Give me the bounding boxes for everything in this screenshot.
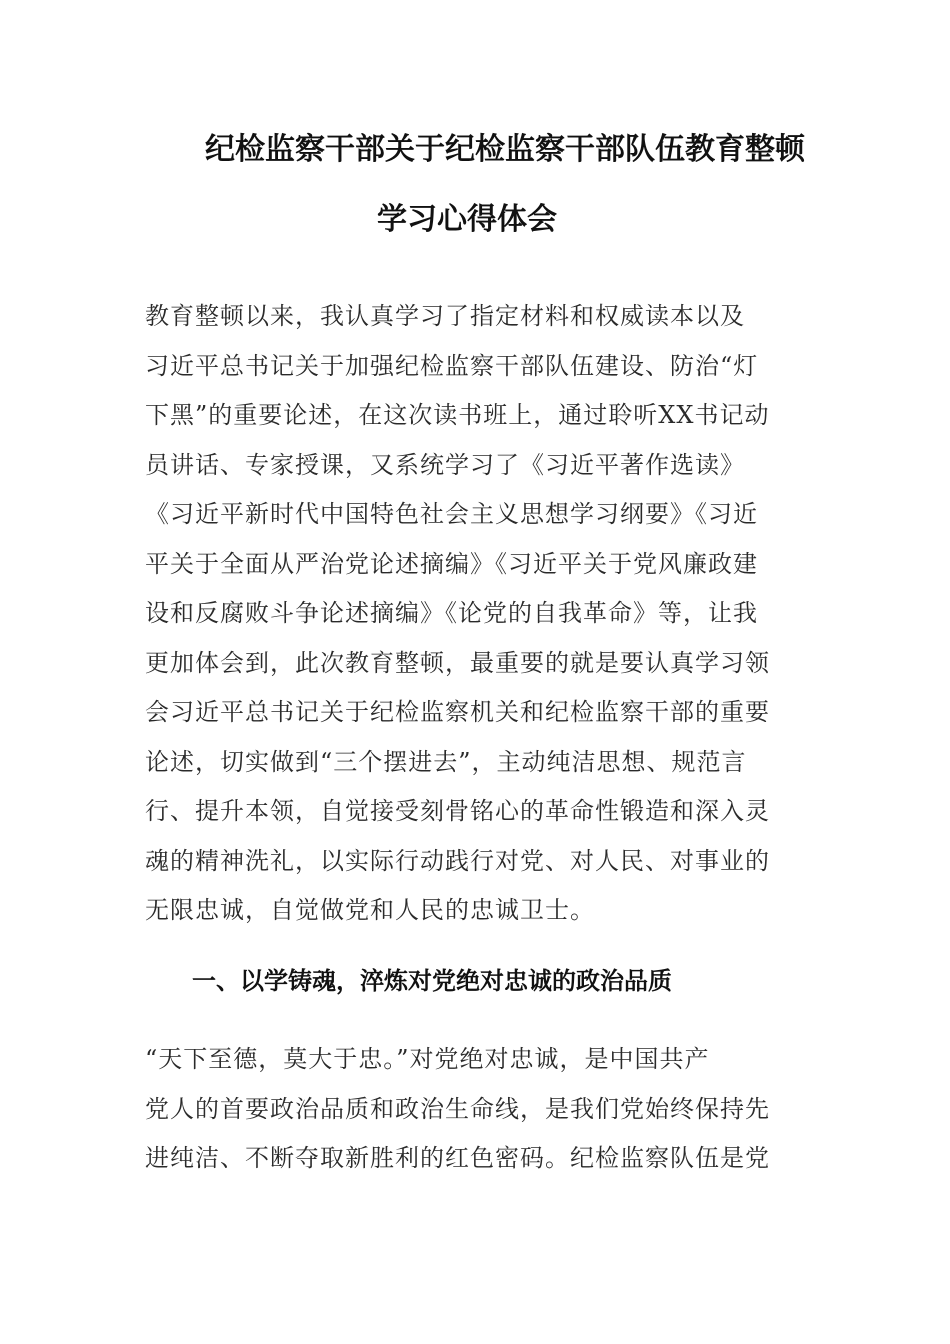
paragraph-line: 行、提升本领，自觉接受刻骨铭心的革命性锻造和深入灵 [145,797,770,825]
paragraph-line: 党人的首要政治品质和政治生命线，是我们党始终保持先 [145,1094,770,1123]
paragraph-line: 下黑”的重要论述，在这次读书班上，通过聆听XX书记动 [145,401,770,429]
paragraph-line: 无限忠诚，自觉做党和人民的忠诚卫士。 [145,896,595,924]
section-1-heading: 一、以学铸魂，淬炼对党绝对忠诚的政治品质 [192,967,672,995]
paragraph-line: 教育整顿以来，我认真学习了指定材料和权威读本以及 [145,302,745,330]
paragraph-line: “天下至德，莫大于忠。”对党绝对忠诚，是中国共产 [145,1045,710,1073]
paragraph-line: 习近平总书记关于加强纪检监察干部队伍建设、防治“灯 [145,351,759,380]
document-title-line-1: 纪检监察干部关于纪检监察干部队伍教育整顿 [205,132,805,167]
paragraph-line: 论述，切实做到“三个摆进去”，主动纯洁思想、规范言 [145,747,747,776]
paragraph-line: 员讲话、专家授课，又系统学习了《习近平著作选读》 [145,450,745,479]
paragraph-line: 魂的精神洗礼，以实际行动践行对党、对人民、对事业的 [145,846,770,875]
body-paragraph-1 [145,292,810,936]
paragraph-line: 平关于全面从严治党论述摘编》《习近平关于党风廉政建 [145,549,758,578]
paragraph-line: 《习近平新时代中国特色社会主义思想学习纲要》《习近 [145,500,758,528]
paragraph-line: 会习近平总书记关于纪检监察机关和纪检监察干部的重要 [145,698,770,726]
paragraph-line: 进纯洁、不断夺取新胜利的红色密码。纪检监察队伍是党 [145,1144,770,1172]
paragraph-line: 设和反腐败斗争论述摘编》《论党的自我革命》等，让我 [145,599,758,627]
body-paragraph-2 [145,1035,810,1184]
document-title-line-2: 学习心得体会 [377,202,557,237]
paragraph-line: 更加体会到，此次教育整顿，最重要的就是要认真学习领 [145,648,770,677]
